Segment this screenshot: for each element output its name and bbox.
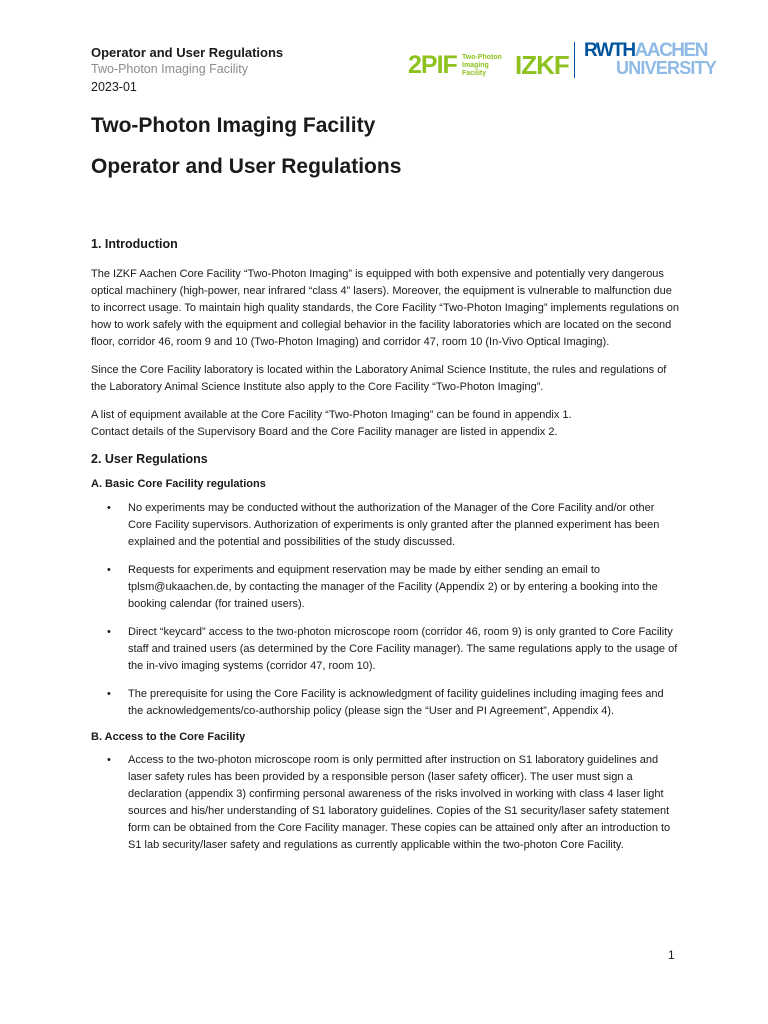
list-item: • Access to the two-photon microscope room is only permitted after instruction on S1 laboratory guidelines and laser safety rules has been provided by a responsible person (laser safety officer). The user must sign a declaration (appendix 3) confirming personal awareness of the risks involved in working with class 4 laser light sources and his/her understanding of S1 laboratory guidelines. Copies of the S1 security/laser safety statement form can be obtained from the Core Facility manager. These copies can be attained only after an introduction to S1 lab security/laser safety and regulations as currently applicable within the two-photon Core Facility. — [91, 752, 681, 854]
subheading-access: B. Access to the Core Facility — [91, 731, 246, 743]
header-title: Operator and User Regulations — [91, 45, 284, 60]
list-item: • Direct “keycard” access to the two-photon microscope room (corridor 46, room 9) is only granted to Core Facility staff and trained users (as determined by the Core Facility manager). The same regulations apply to the usage of the in-vivo imaging systems (corridor 47, room 10). — [91, 624, 681, 675]
header-date: 2023-01 — [91, 80, 137, 94]
2pif-logo: 2PIF — [408, 51, 457, 79]
subheading-basic-regulations: A. Basic Core Facility regulations — [91, 478, 266, 490]
document-header — [91, 44, 283, 97]
list-item: • No experiments may be conducted without the authorization of the Manager of the Core Facility and/or other Core Facility supervisors. Authorization of experiments is only granted after the planned experiment has been explained and the potential and possibilities of the study discussed. — [91, 500, 681, 551]
intro-paragraph-3a: A list of equipment available at the Core Facility “Two-Photon Imaging” can be found in appendix 1. — [91, 409, 572, 421]
page-number: 1 — [668, 948, 675, 962]
2pif-logo-text: Two-Photon Imaging Facility — [462, 54, 502, 77]
university-logo-text: UNIVERSITY — [616, 58, 717, 78]
section-heading-introduction: 1. Introduction — [91, 237, 178, 251]
access-list — [91, 752, 681, 854]
header-subtitle: Two-Photon Imaging Facility — [91, 62, 249, 76]
document-title-line-1: Two-Photon Imaging Facility — [91, 114, 376, 137]
document-body — [91, 237, 681, 854]
basic-regulations-list — [91, 500, 681, 720]
intro-paragraph-2: Since the Core Facility laboratory is located within the Laboratory Animal Science Institute, the rules and regulations of the Laboratory Animal Science Institute also apply to the Core Facility “Two-Photon Imaging”. — [91, 364, 667, 393]
izkf-logo: IZKF — [515, 50, 569, 80]
list-item: • The prerequisite for using the Core Facility is acknowledgment of facility guidelines including imaging fees and the acknowledgements/co-authorship policy (please sign the “User and PI Agreement”, Appendix 4). — [91, 686, 681, 720]
logo-bar — [408, 40, 717, 80]
document-title-line-2: Operator and User Regulations — [91, 155, 402, 178]
logo-divider — [574, 42, 575, 78]
intro-paragraph-3b: Contact details of the Supervisory Board and the Core Facility manager are listed in appendix 2. — [91, 426, 558, 438]
intro-paragraph-1: The IZKF Aachen Core Facility “Two-Photon Imaging” is equipped with both expensive and potentially very dangerous optical machinery (high-power, near infrared “class 4” lasers). Moreover, the equipment is vulnerable to malfunction due to incorrect usage. To maintain high quality standards, the Core Facility “Two-Photon Imaging” implements regulations on how to work safely with the equipment and collegial behavior in the facility laboratories which are located on the second floor, corridor 46, room 9 and 10 (Two-Photon Imaging) and corridor 47, room 10 (In-Vivo Optical Imaging). — [91, 268, 679, 348]
section-heading-user-regulations: 2. User Regulations — [91, 452, 208, 466]
list-item: • Requests for experiments and equipment reservation may be made by either sending an email to tplsm@ukaachen.de, by contacting the manager of the Facility (Appendix 2) or by entering a booking into the booking calendar (for trained users). — [91, 562, 681, 613]
rwth-logo: RWTHAACHEN — [584, 40, 707, 61]
